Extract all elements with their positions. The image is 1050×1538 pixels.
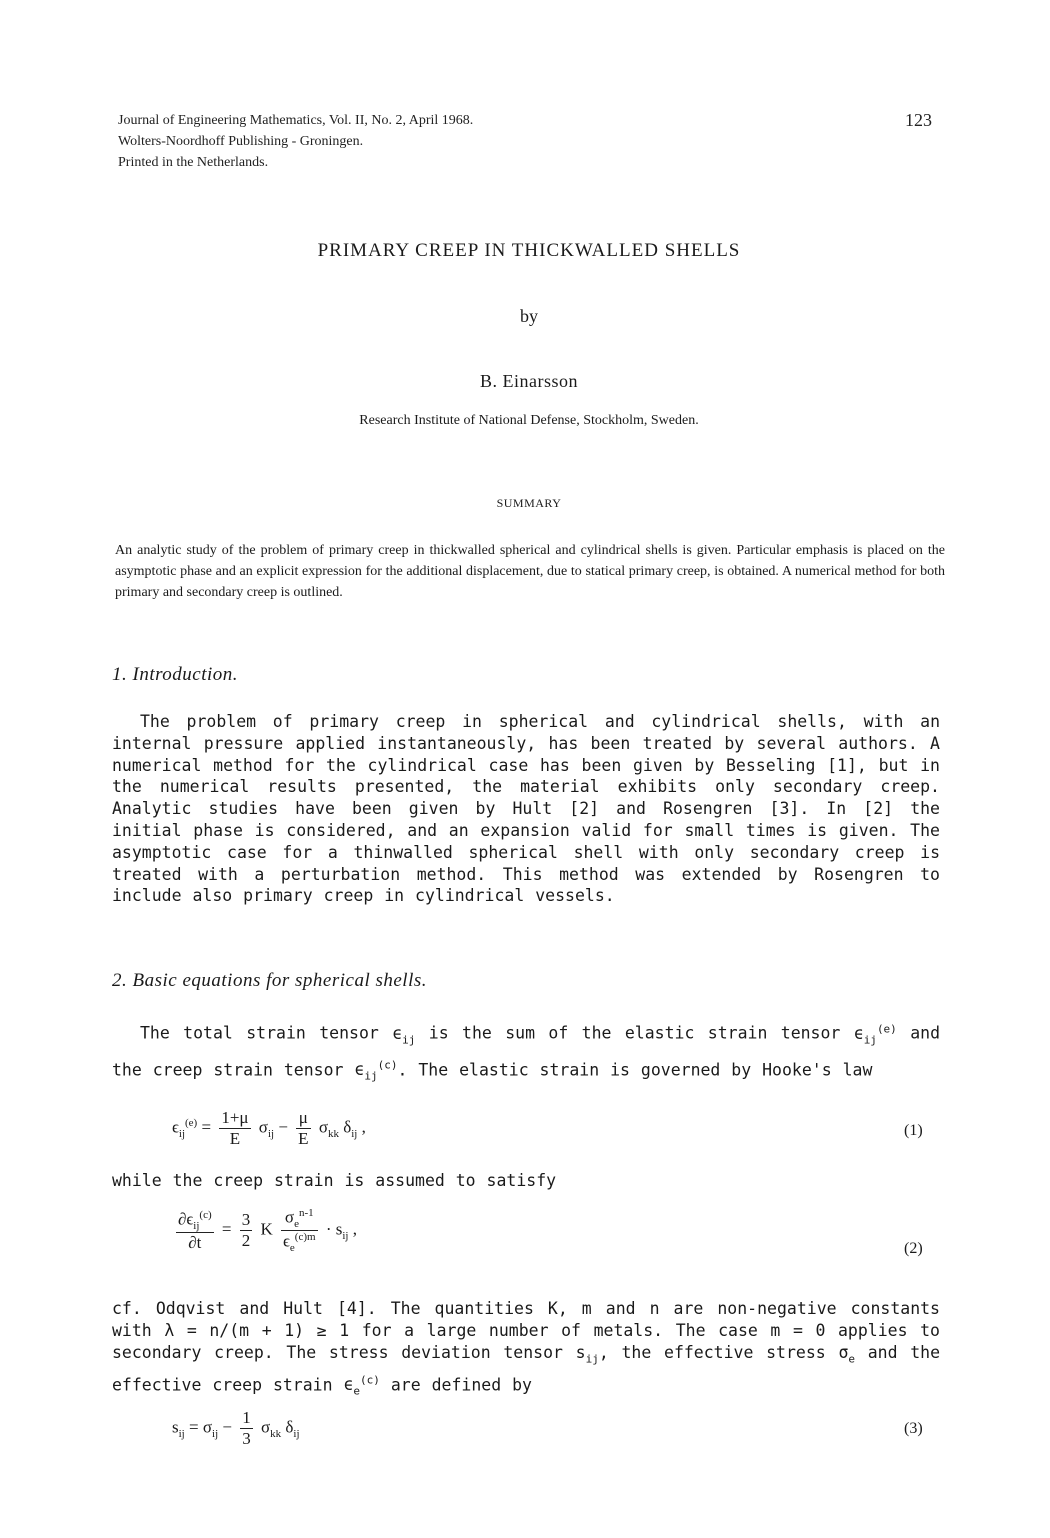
section1-paragraph (112, 711, 940, 907)
equation-3: $s_{ij} = \sigma_{ij}$ − $\frac{1}{3}$ $\sigma_{kk}$ $\delta_{ij}$ (172, 1408, 300, 1448)
effective-creep-strain-symbol: $\epsilon_e^{(c)}$ (343, 1373, 380, 1398)
effective-stress-symbol: $\sigma_e$ (838, 1342, 855, 1365)
printed-line: Printed in the Netherlands. (118, 155, 269, 170)
p3-text-c: and the effective creep strain (112, 1342, 941, 1395)
section1-heading: 1. Introduction. (112, 664, 239, 685)
paper-title: PRIMARY CREEP IN THICKWALLED SHELLS (317, 240, 741, 261)
publisher-line: Wolters-Noordhoff Publishing - Groningen. (118, 134, 364, 149)
eq3-fraction-one-third: $\frac{1}{3}$ (242, 1408, 251, 1448)
equation-3-number: (3) (904, 1420, 923, 1437)
elastic-strain-symbol: $\epsilon_{ij}^{(e)}$ (853, 1022, 897, 1046)
p1-text-d: . The elastic strain is governed by Hooke's law (397, 1060, 873, 1080)
section2-paragraph3 (112, 1298, 940, 1402)
author-name: B. Einarsson (480, 371, 578, 391)
eq1-fraction-2: $\frac{\mu}{E}$ (298, 1108, 309, 1148)
section1-text: The problem of primary creep in spherical and cylindrical shells, with an internal pressure applied instantaneously, has been treated by several authors. A numerical method for the cylindrical case has been given by Besseling [1], but in the numerical results presented, the material exhibits only secondary creep. Analytic studies have been given by Hult [2] and Rosengren [3]. In [2] the initial phase is considered, and an expansion valid for small times is given. The asymptotic case for a thinwalled spherical shell with only secondary creep is treated with a perturbation method. This method was extended by Rosengren to include also primary creep in cylindrical vessels. (112, 712, 940, 906)
equation-1-number: (1) (904, 1122, 923, 1139)
p1-text-c: and the creep strain tensor (112, 1023, 941, 1080)
by-line: by (520, 306, 538, 326)
equation-2: $\frac{\partial\epsilon_{ij}^{(c)}}{\partial t}$ = $\frac{3}{2}$ K $\frac{\sigma_e^{n-1}}{\epsilon_e^{(c)m}}$ · $s_{ij}$ , (178, 1207, 357, 1255)
p1-text-a: The total strain tensor (140, 1023, 379, 1043)
section2-paragraph2: while the creep strain is assumed to satisfy (112, 1171, 557, 1190)
p3-text-d: are defined by (390, 1375, 532, 1395)
summary-text: An analytic study of the problem of primary creep in thickwalled spherical and cylindrical shells is given. Particular emphasis is placed on the asymptotic phase and an explicit expression for the additional displacement, due to statical primary creep, is obtained. A numerical method for both primary and secondary creep is outlined. (115, 543, 945, 600)
page-number: 123 (905, 110, 932, 130)
stress-deviation-symbol: $s_{ij}$ (575, 1342, 599, 1365)
affiliation: Research Institute of National Defense, Stockholm, Sweden. (359, 413, 699, 428)
creep-strain-symbol: $\epsilon_{ij}^{(c)}$ (354, 1058, 398, 1083)
section2-paragraph1 (112, 1016, 940, 1090)
strain-symbol: $\epsilon_{ij}$ (392, 1023, 416, 1046)
equation-2-number: (2) (904, 1240, 923, 1257)
p1-text-b: is the sum of the elastic strain tensor (428, 1023, 841, 1043)
summary-heading: SUMMARY (496, 496, 562, 510)
eq2-fraction-three-halves: $\frac{3}{2}$ (241, 1210, 251, 1251)
p3-text-b: , the effective stress (598, 1342, 826, 1362)
eq2-derivative: $\frac{\partial\epsilon_{ij}^{(c)}}{\partial t}$ (178, 1208, 212, 1252)
journal-line: Journal of Engineering Mathematics, Vol. II, No. 2, April 1968. (118, 113, 474, 128)
eq2-fraction-stress: $\frac{\sigma_e^{n-1}}{\epsilon_e^{(c)m}}$ (283, 1207, 316, 1255)
journal-header (118, 110, 473, 173)
p3-text-a: cf. Odqvist and Hult [4]. The quantities K, m and n are non-negative constants with λ = n/(m + 1) ≥ 1 for a large number of metals. The case m = 0 applies to secondary creep. The stress deviation tensor (112, 1299, 940, 1362)
equation-1: $\epsilon_{ij}^{(e)}$ = $\frac{1+\mu}{E}$ $\sigma_{ij}$ − $\frac{\mu}{E}$ $\sigma_{kk}$ $\delta_{ij}$ , (172, 1108, 366, 1148)
eq1-fraction-1: $\frac{1+\mu}{E}$ (221, 1108, 249, 1148)
section2-heading: 2. Basic equations for spherical shells. (112, 970, 428, 991)
